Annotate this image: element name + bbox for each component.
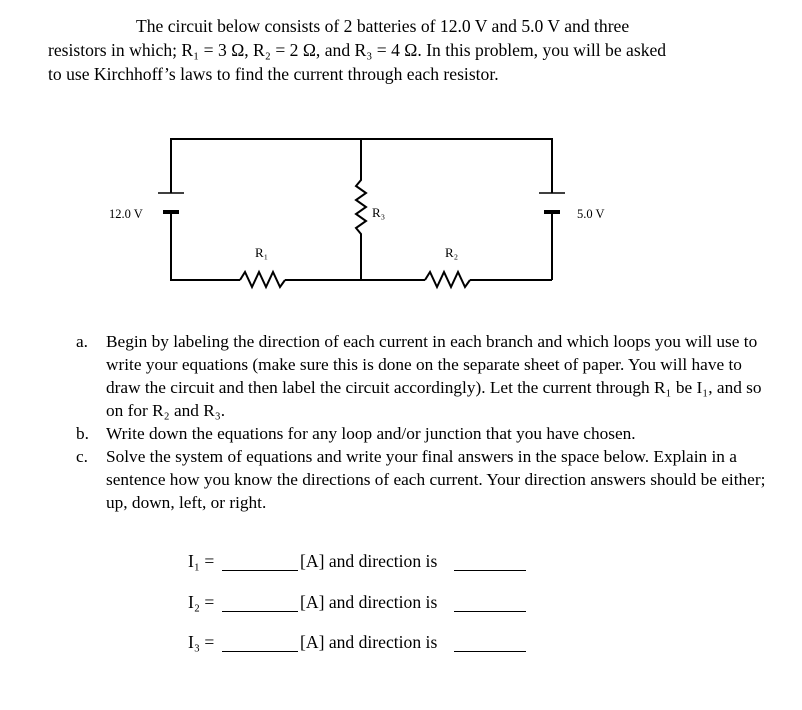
middle-branch-wire (356, 139, 366, 280)
intro-line-2: resistors in which; R₁ = 3 Ω, R₂ = 2 Ω, and R₃ = 4 Ω. In this problem, you will be asked (48, 40, 667, 60)
answer-direction-blank[interactable] (454, 611, 526, 612)
circuit-diagram (0, 0, 802, 330)
question-text: Write down the equations for any loop and/or junction that you have chosen. (106, 424, 636, 443)
answer-value-blank[interactable] (222, 611, 298, 612)
answer-variable: I₃ = (188, 632, 215, 652)
answer-variable: I₁ = (188, 551, 215, 571)
r1-label: R₁ (255, 245, 269, 260)
left-lower-wire (171, 224, 240, 280)
battery-right (539, 193, 565, 224)
answer-direction-blank[interactable] (454, 651, 526, 652)
question-label: c. (76, 447, 88, 466)
question-a (76, 330, 766, 422)
battery-right-label: 5.0 V (577, 207, 605, 221)
battery-left-label: 12.0 V (109, 207, 143, 221)
answer-suffix: [A] and direction is (300, 592, 438, 612)
r1-resistor (240, 272, 285, 287)
question-label: b. (76, 424, 89, 443)
r3-label: R₃ (372, 205, 386, 220)
battery-left (158, 193, 184, 224)
answer-suffix: [A] and direction is (300, 632, 438, 652)
question-c (76, 445, 766, 514)
answer-direction-blank[interactable] (454, 570, 526, 571)
r2-resistor (425, 272, 470, 287)
r2-label: R₂ (445, 245, 459, 260)
question-b (76, 422, 766, 445)
question-text: Solve the system of equations and write your final answers in the space below. Explain in a sentence how you know the directions of each current. Your direction answers should be either; up, down, left, or right. (106, 447, 766, 512)
question-list (76, 330, 766, 514)
answer-variable: I₂ = (188, 592, 215, 612)
question-text: Begin by labeling the direction of each current in each branch and which loops you will use to write your equations (make sure this is done on the separate sheet of paper. You will have to draw the circuit and then label the circuit accordingly). Let the current through R₁ be I₁, and so on for R₂ and R₃. (106, 332, 762, 420)
answer-suffix: [A] and direction is (300, 551, 438, 571)
answer-value-blank[interactable] (222, 651, 298, 652)
intro-line-3: to use Kirchhoff’s laws to find the current through each resistor. (48, 64, 499, 84)
answer-value-blank[interactable] (222, 570, 298, 571)
intro-line-1: The circuit below consists of 2 batteries of 12.0 V and 5.0 V and three (136, 16, 630, 36)
question-label: a. (76, 332, 88, 351)
